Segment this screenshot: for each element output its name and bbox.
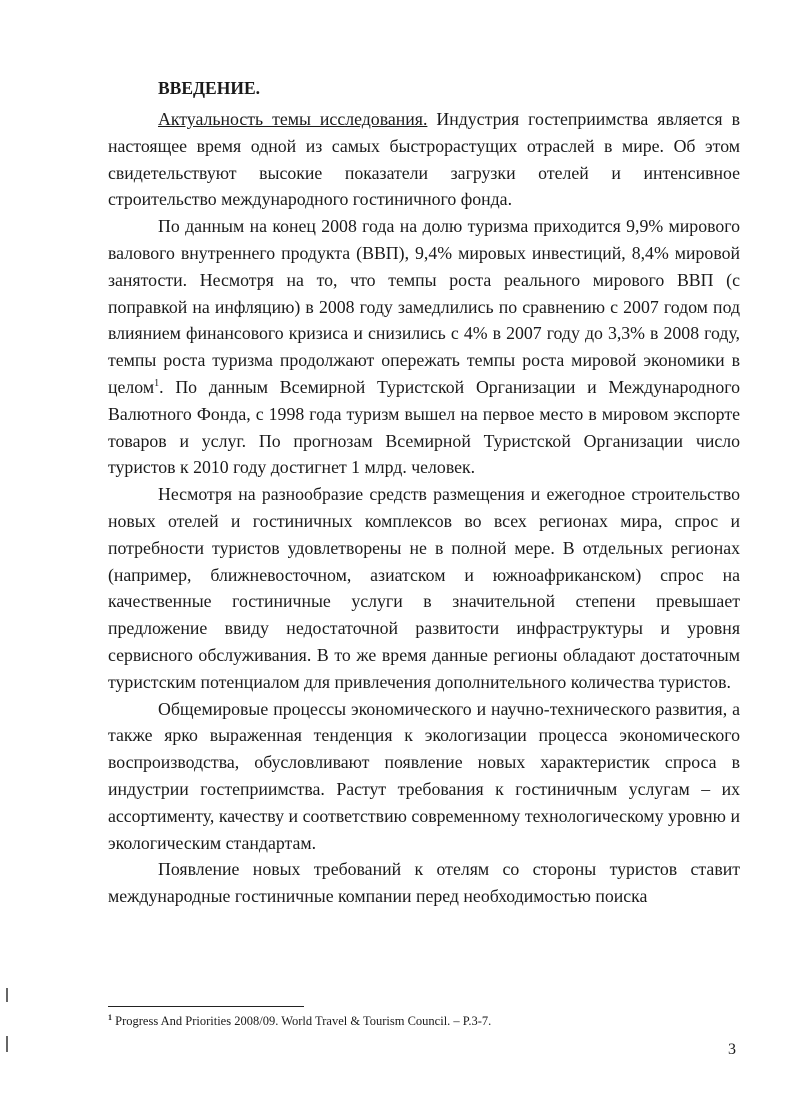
scan-margin-mark	[6, 1036, 8, 1052]
paragraph-statistics	[108, 213, 740, 481]
paragraph-text: По данным на конец 2008 года на долю туризма приходится 9,9% мирового валового внутреннего продукта (ВВП), 9,4% мировых инвестиций, 8,4% мировой занятости. Несмотря на то, что темпы роста реального мирового ВВП (с поправкой на инфляцию) в 2008 году замедлились по сравнению с 2007 годом под влиянием финансового кризиса и снизились с 4% в 2007 году до 3,3% в 2008 году, темпы роста туризма продолжают опережать темпы роста мировой экономики в целом	[108, 216, 740, 397]
body-text	[108, 106, 740, 910]
paragraph-text: . По данным Всемирной Туристской Организации и Международного Валютного Фонда, с 1998 года туризм вышел на первое место в мировом экспорте товаров и услуг. По прогнозам Всемирной Туристской Организации число туристов к 2010 году достигнет 1 млрд. человек.	[108, 376, 740, 478]
paragraph-regions: Несмотря на разнообразие средств размещения и ежегодное строительство новых отелей и гостиничных комплексов во всех регионах мира, спрос и потребности туристов удовлетворены не в полной мере. В отдельных регионах (например, ближневосточном, азиатском и южноафриканском) спрос на качественные гостиничные услуги в значительной степени превышает предложение ввиду недостаточной развитости инфраструктуры и уровня сервисного обслуживания. В то же время данные регионы обладают достаточным туристским потенциалом для привлечения дополнительного количества туристов.	[108, 484, 740, 692]
footnote-separator	[108, 1006, 304, 1007]
section-heading: ВВЕДЕНИЕ.	[158, 78, 261, 98]
relevance-lead: Актуальность темы исследования.	[158, 109, 428, 129]
paragraph-trends: Общемировые процессы экономического и научно-технического развития, а также ярко выраженная тенденция к экологизации процесса экономического воспроизводства, обусловливают появление новых характеристик спроса в индустрии гостеприимства. Растут требования к гостиничным услугам – их ассортименту, качеству и соответствию современному технологическому уровню и экологическим стандартам.	[108, 698, 740, 853]
footnote-text: Progress And Priorities 2008/09. World Travel & Tourism Council. – P.3-7.	[112, 1014, 492, 1028]
scan-margin-mark	[6, 988, 8, 1002]
paragraph-text: Индустрия гостеприимства является в настоящее время одной из самых быстрорастущих отраслей в мире. Об этом свидетельствуют высокие показатели загрузки отелей и интенсивное строительство международного гостиничного фонда.	[108, 109, 740, 210]
footnote-marker: 1	[108, 1012, 112, 1022]
paragraph-relevance	[108, 106, 740, 213]
footnote	[108, 1014, 491, 1029]
paragraph-requirements: Появление новых требований к отелям со стороны туристов ставит международные гостиничные компании перед необходимостью поиска	[108, 859, 740, 907]
page-number: 3	[728, 1041, 736, 1058]
footnote-reference: 1	[154, 378, 160, 390]
